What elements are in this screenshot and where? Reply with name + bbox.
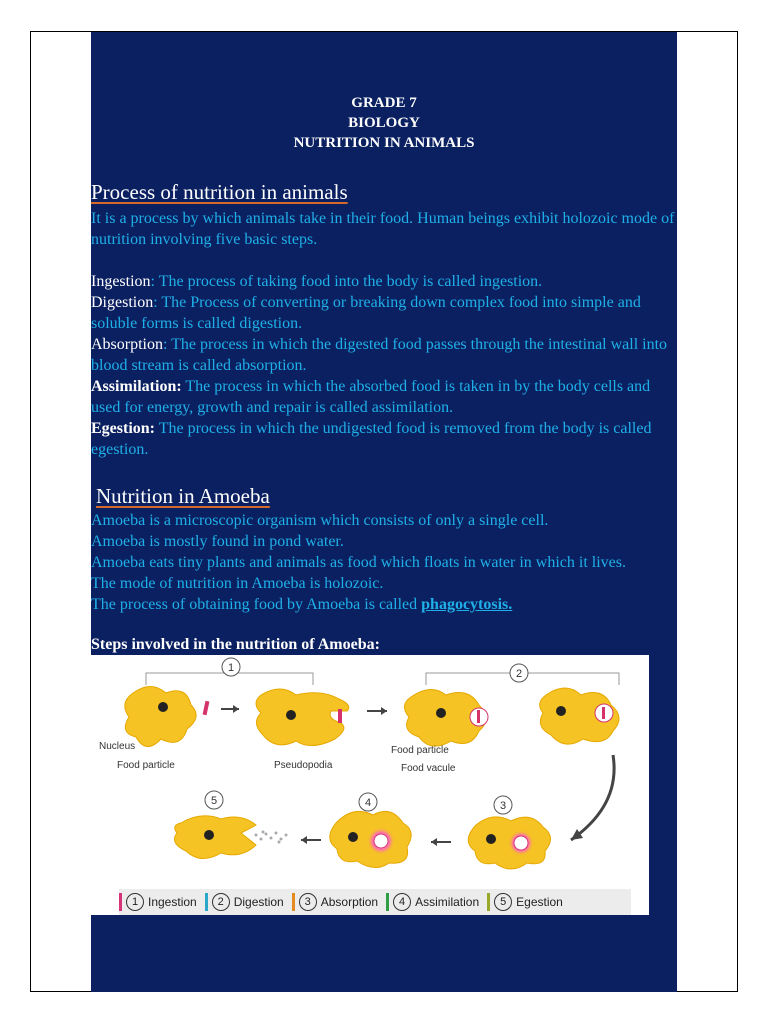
nucleus [286, 710, 296, 720]
legend-label: Digestion [233, 895, 284, 909]
legend-number: 1 [126, 893, 144, 911]
nucleus [348, 832, 358, 842]
nucleus [204, 830, 214, 840]
food-particle [602, 707, 605, 719]
amoeba-nutrition-diagram [91, 655, 649, 915]
legend-number: 3 [299, 893, 317, 911]
legend-color-bar [205, 893, 208, 911]
egested-waste [255, 831, 288, 844]
step-number: 5 [210, 795, 218, 807]
arrow-head [381, 707, 387, 715]
legend-number: 2 [212, 893, 230, 911]
vacuole-core [514, 836, 528, 850]
phagocytosis-term: phagocytosis. [421, 596, 513, 613]
step-term: Egestion: [91, 420, 155, 437]
amoeba-5 [174, 816, 256, 859]
step-digestion [91, 292, 677, 334]
legend-item-absorption [292, 893, 378, 911]
label-food-vacule: Food vacule [401, 763, 456, 774]
document-panel [91, 32, 677, 992]
step-term: Digestion [91, 294, 154, 311]
label-nucleus: Nucleus [99, 741, 136, 752]
phago-prefix: The process of obtaining food by Amoeba is called [91, 596, 422, 613]
legend-label: Egestion [516, 895, 563, 909]
step-desc: : The process in which the digested food passes through the intestinal wall into blood stream is called absorption. [91, 336, 668, 374]
label-pseudopodia: Pseudopodia [274, 760, 333, 771]
step-desc: : The Process of converting or breaking down complex food into simple and soluble forms is called digestion. [91, 294, 641, 332]
legend-number: 4 [393, 893, 411, 911]
step-number: 3 [499, 800, 507, 812]
legend-color-bar [119, 893, 122, 911]
amoeba-fact: Amoeba eats tiny plants and animals as food which floats in water in which it lives. [91, 554, 626, 571]
legend-color-bar [487, 893, 490, 911]
nucleus [158, 702, 168, 712]
legend-item-ingestion [119, 893, 197, 911]
legend-label: Assimilation [415, 895, 480, 909]
step-egestion [91, 418, 677, 460]
step-number: 4 [364, 797, 372, 809]
subject-title: BIOLOGY [348, 115, 420, 131]
step-number: 1 [227, 662, 235, 674]
step-assimilation [91, 376, 677, 418]
food-particle [477, 710, 480, 723]
step-term: Ingestion [91, 273, 151, 290]
step-term: Assimilation: [91, 378, 182, 395]
legend-label: Ingestion [148, 895, 197, 909]
amoeba-2 [256, 689, 349, 746]
legend-color-bar [292, 893, 295, 911]
legend-color-bar [386, 893, 389, 911]
legend-item-digestion [205, 893, 284, 911]
topic-title: NUTRITION IN ANIMALS [293, 135, 475, 151]
step-number: 2 [515, 668, 523, 680]
amoeba-fact: Amoeba is mostly found in pond water. [91, 533, 344, 550]
food-particle [203, 701, 210, 716]
label-food-particle-2: Food particle [391, 745, 449, 756]
arrow-head [301, 836, 307, 844]
nutrition-steps-list [91, 271, 677, 460]
amoeba-1 [125, 687, 196, 747]
amoeba-diagram-svg [91, 655, 649, 889]
food-particle [338, 709, 342, 723]
legend-label: Absorption [320, 895, 379, 909]
amoeba-fact-phagocytosis [91, 594, 677, 615]
nucleus [436, 708, 446, 718]
step-absorption [91, 334, 677, 376]
arrow-head [431, 838, 437, 846]
arrow-head [233, 705, 239, 713]
legend-item-assimilation [386, 893, 479, 911]
section1-heading: Process of nutrition in animals [91, 180, 348, 204]
vacuole-core [374, 834, 388, 848]
amoeba-facts [91, 510, 677, 615]
document-header [91, 93, 677, 153]
legend-item-egestion [487, 893, 563, 911]
curved-arrow [571, 755, 614, 840]
step-ingestion [91, 271, 677, 292]
step-term: Absorption [91, 336, 163, 353]
section1-intro: It is a process by which animals take in their food. Human beings exhibit holozoic mode of nutrition involving five basic steps. [91, 210, 675, 248]
label-food-particle: Food particle [117, 760, 175, 771]
amoeba-fact: Amoeba is a microscopic organism which consists of only a single cell. [91, 512, 549, 529]
legend-number: 5 [494, 893, 512, 911]
step-desc: : The process of taking food into the body is called ingestion. [150, 273, 543, 290]
nucleus [556, 706, 566, 716]
step-desc: The process in which the undigested food is removed from the body is called egestion. [91, 420, 652, 458]
amoeba-fact: The mode of nutrition in Amoeba is holozoic. [91, 575, 384, 592]
amoeba-steps-title: Steps involved in the nutrition of Amoeba: [91, 636, 380, 653]
step-desc: The process in which the absorbed food is taken in by the body cells and used for energy, growth and repair is called assimilation. [91, 378, 651, 416]
nucleus [486, 834, 496, 844]
grade-title: GRADE 7 [351, 95, 417, 111]
section2-heading: Nutrition in Amoeba [96, 484, 270, 508]
steps-legend [119, 889, 631, 915]
